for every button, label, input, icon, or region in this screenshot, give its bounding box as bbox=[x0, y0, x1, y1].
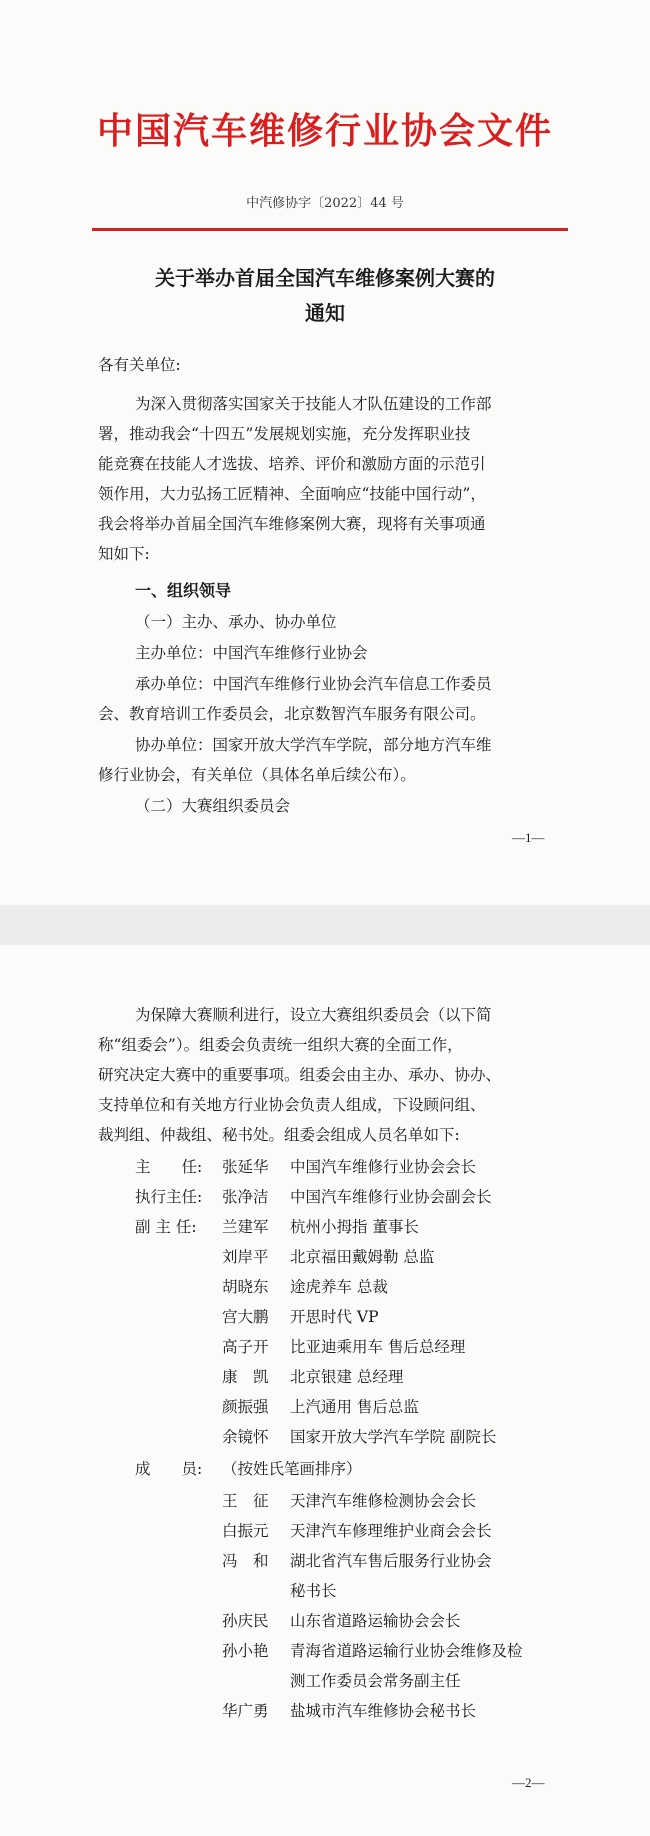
intro-line: 能竞赛在技能人才选拔、培养、评价和激励方面的示范引 bbox=[98, 455, 486, 473]
document-number: 中汽修协字〔2022〕44 号 bbox=[246, 196, 404, 211]
member-name: 高子开 bbox=[222, 1338, 269, 1356]
document-page-2 bbox=[0, 945, 650, 1836]
member-name: 刘岸平 bbox=[222, 1248, 269, 1266]
page-number: —2— bbox=[512, 1775, 545, 1790]
member-org: 杭州小拇指 董事长 bbox=[290, 1218, 419, 1236]
member-name: 余镜怀 bbox=[222, 1428, 269, 1446]
members-label: 成 员: bbox=[135, 1460, 203, 1478]
committee-intro-line: 研究决定大赛中的重要事项。组委会由主办、承办、协办、 bbox=[98, 1066, 502, 1084]
organizer-line: 会、教育培训工作委员会，北京数智汽车服务有限公司。 bbox=[98, 705, 486, 723]
subheading-committee: （二）大赛组织委员会 bbox=[135, 797, 291, 815]
committee-intro-line: 裁判组、仲裁组、秘书处。组委会组成人员名单如下: bbox=[98, 1126, 460, 1144]
member-org-continued: 测工作委员会常务副主任 bbox=[290, 1672, 461, 1690]
member-name: 胡晓东 bbox=[222, 1278, 269, 1296]
notice-title-line-2: 通知 bbox=[305, 301, 345, 325]
member-name: 孙庆民 bbox=[222, 1612, 269, 1630]
document-page-1 bbox=[0, 0, 650, 905]
intro-line: 署，推动我会“十四五”发展规划实施，充分发挥职业技 bbox=[98, 425, 471, 443]
document-header-title: 中国汽车维修行业协会文件 bbox=[96, 111, 553, 152]
member-name: 颜振强 bbox=[222, 1398, 269, 1416]
organizer-line: 承办单位：中国汽车维修行业协会汽车信息工作委员 bbox=[135, 675, 492, 693]
red-divider-line bbox=[92, 228, 568, 231]
member-org: 北京银建 总经理 bbox=[290, 1368, 404, 1386]
committee-intro-line: 称“组委会”）。组委会负责统一组织大赛的全面工作， bbox=[98, 1036, 463, 1054]
subheading-host-units: （一）主办、承办、协办单位 bbox=[135, 613, 337, 631]
co-organizer-line: 修行业协会，有关单位（具体名单后续公布）。 bbox=[98, 766, 416, 784]
salutation: 各有关单位: bbox=[98, 356, 181, 374]
member-role: 主 任: bbox=[135, 1158, 203, 1176]
intro-line: 知如下: bbox=[98, 545, 150, 563]
page-number: —1— bbox=[512, 830, 545, 845]
member-org: 天津汽车修理维护业商会会长 bbox=[290, 1522, 492, 1540]
member-org: 湖北省汽车售后服务行业协会 bbox=[290, 1552, 492, 1570]
co-organizer-line: 协办单位：国家开放大学汽车学院，部分地方汽车维 bbox=[135, 736, 492, 754]
member-name: 白振元 bbox=[222, 1522, 269, 1540]
host-unit-line: 主办单位：中国汽车维修行业协会 bbox=[135, 644, 368, 662]
member-name: 张延华 bbox=[222, 1158, 269, 1176]
member-name: 张净洁 bbox=[222, 1188, 269, 1206]
committee-intro-line: 支持单位和有关地方行业协会负责人组成，下设顾问组、 bbox=[98, 1096, 486, 1114]
member-org-continued: 秘书长 bbox=[290, 1582, 337, 1600]
committee-intro-line: 为保障大赛顺利进行，设立大赛组织委员会（以下简 bbox=[135, 1006, 492, 1024]
member-org: 中国汽车维修行业协会会长 bbox=[290, 1158, 477, 1176]
member-org: 北京福田戴姆勒 总监 bbox=[290, 1248, 435, 1266]
notice-title-line-1: 关于举办首届全国汽车维修案例大赛的 bbox=[155, 266, 495, 290]
intro-line: 为深入贯彻落实国家关于技能人才队伍建设的工作部 bbox=[135, 395, 492, 413]
member-name: 华广勇 bbox=[222, 1702, 269, 1720]
member-role: 执行主任: bbox=[135, 1188, 203, 1206]
member-name: 兰建军 bbox=[222, 1218, 269, 1236]
member-role: 副 主 任: bbox=[135, 1218, 197, 1236]
member-name: 康 凯 bbox=[222, 1368, 269, 1386]
member-name: 孙小艳 bbox=[222, 1642, 269, 1660]
member-org: 天津汽车维修检测协会会长 bbox=[290, 1492, 477, 1510]
member-org: 青海省道路运输行业协会维修及检 bbox=[290, 1642, 523, 1660]
member-org: 山东省道路运输协会会长 bbox=[290, 1612, 461, 1630]
members-note: （按姓氏笔画排序） bbox=[222, 1460, 362, 1478]
member-org: 比亚迪乘用车 售后总经理 bbox=[290, 1338, 466, 1356]
intro-line: 我会将举办首届全国汽车维修案例大赛，现将有关事项通 bbox=[98, 515, 486, 533]
member-org: 上汽通用 售后总监 bbox=[290, 1398, 419, 1416]
member-name: 王 征 bbox=[222, 1492, 269, 1510]
intro-line: 领作用，大力弘扬工匠精神、全面响应“技能中国行动”， bbox=[98, 485, 486, 503]
member-org: 盐城市汽车维修协会秘书长 bbox=[290, 1702, 477, 1720]
member-name: 宫大鹏 bbox=[222, 1308, 269, 1326]
member-org: 开思时代 VP bbox=[290, 1308, 379, 1326]
member-org: 国家开放大学汽车学院 副院长 bbox=[290, 1428, 497, 1446]
member-org: 中国汽车维修行业协会副会长 bbox=[290, 1188, 492, 1206]
member-org: 途虎养车 总裁 bbox=[290, 1278, 388, 1296]
member-name: 冯 和 bbox=[222, 1552, 269, 1570]
section-heading-organization: 一、组织领导 bbox=[135, 581, 232, 600]
